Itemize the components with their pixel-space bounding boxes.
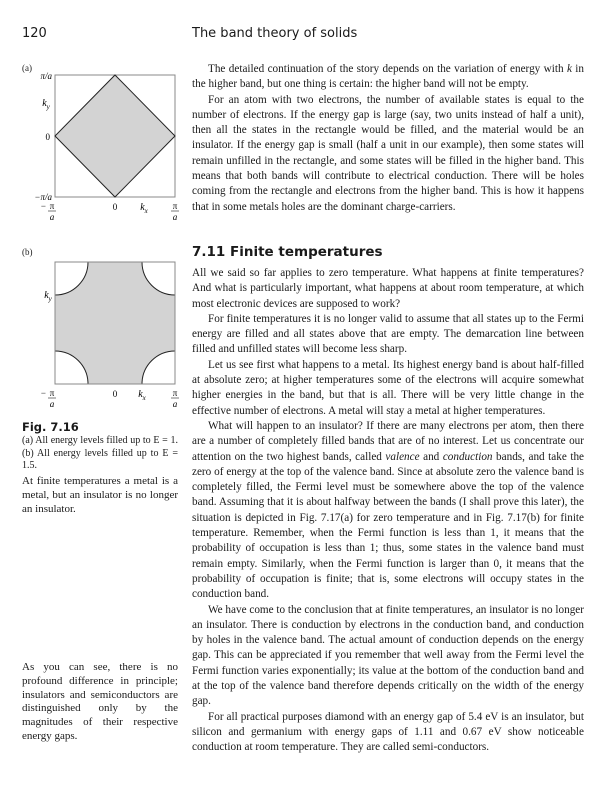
figure-title: Fig. 7.16 xyxy=(22,420,79,434)
figure-panel-a xyxy=(0,60,190,230)
paragraph: For finite temperatures it is no longer valid to assume that all states up to the Fermi energy are filled and all states above that are empty. The demarcation line between filled and unfilled states will become less sharp. xyxy=(192,312,584,356)
section-number: 7.11 xyxy=(192,244,226,260)
figure-caption: (a) All energy levels filled up to E = 1. (b) All energy levels filled up to E = 1.5. xyxy=(22,435,178,471)
svg-text:a: a xyxy=(172,212,178,222)
x-axis-label: $k_x$ xyxy=(140,202,148,215)
x-tick-left-num: π xyxy=(49,388,55,398)
section-title: Finite temperatures xyxy=(230,244,383,260)
page-number: 120 xyxy=(22,26,47,41)
x-tick-zero: 0 xyxy=(112,389,118,399)
svg-text:a: a xyxy=(172,399,178,409)
paragraph: The detailed continuation of the story depends on the variation of energy with k in the higher band, but one thing is certain: the higher band will not be empty. xyxy=(192,63,585,91)
paragraph: For an atom with two electrons, the number of available states is equal to the number of electrons. If the energy gap is large (say, two units instead of half a unit), then all the states in the rectangle would be filled, and the material would be an insulator. If the energy gap is small (half a unit in our example), then some states will remain unfilled in the rectangle, and some states will be filled in the higher band. This means that both bands will contribute to electrical conduction. There will be holes coming from the rectangle and electrons from the higher band. This is how it happens that in some metals holes are the dominant charge-carriers. xyxy=(192,93,584,213)
paragraph: What will happen to an insulator? If there are many electrons per atom, then there are a number of completely filled bands that are of no interest. Let us concentrate our attention on the two highest bands, called valence and conduction bands, and take the zero of energy at the top of the valence band. Since at absolute zero the valence band is completely filled, the Fermi level must be somewhere above the top of the valence band. Assuming that it is about halfway between the bands (I shall prove this later), the situation is depicted in Fig. 7.17(a) for zero temperature and in Fig. 7.17(b) for finite temperature. Remember, when the Fermi function is less than 1, it means that the probability of occupation is less than 1; thus, some states in the valence band must remain empty. Similarly, when the Fermi function is larger than 0, it means that the probability of occupation is finite; that is, some electrons will occupy states in the conduction band. xyxy=(192,419,585,601)
y-tick-bottom: −π/a xyxy=(34,192,52,202)
running-head: The band theory of solids xyxy=(192,26,358,41)
x-axis-label: $k_x$ xyxy=(138,389,146,402)
panel-b-label: (b) xyxy=(22,247,33,257)
x-tick-zero: 0 xyxy=(112,202,118,212)
margin-note: At finite temperatures a metal is a metal, but an insulator is no longer an insulator. xyxy=(22,475,178,515)
body-text-block xyxy=(192,266,584,756)
figure-panel-b xyxy=(0,250,190,420)
paragraph: We have come to the conclusion that at finite temperatures, an insulator is no longer an insulator. There is conduction by electrons in the conduction band, and conduction by holes in the valence band. The actual amount of conduction depends on the energy gap. This can be appreciated if you remember that well away from the Fermi level the Fermi function varies exponentially; its value at the bottom of the conduction band and at the top of the valence band therefore depends critically on the width of the energy gap. xyxy=(192,603,584,708)
y-axis-label: $k_y$ xyxy=(42,98,50,111)
svg-text:−: − xyxy=(40,201,46,211)
y-axis-label: $k_y$ xyxy=(44,290,52,303)
x-tick-right-num: π xyxy=(172,201,178,211)
svg-text:−: − xyxy=(40,388,46,398)
y-tick-top: π/a xyxy=(40,71,52,81)
paragraph: Let us see first what happens to a metal. Its highest energy band is about half-filled at absolute zero; at higher temperatures some of the electrons will acquire somewhat higher energies in the band, but that is all. There will be very little change in the effective number of electrons. A metal will stay a metal at higher temperatures. xyxy=(192,358,584,417)
x-tick-right-num: π xyxy=(172,388,178,398)
body-text-block xyxy=(192,62,584,215)
paragraph: For all practical purposes diamond with an energy gap of 5.4 eV is an insulator, but silicon and germanium with energy gaps of 1.11 and 0.67 eV show noticeable conduction at room temperature. They are called semi-conductors. xyxy=(192,710,584,754)
section-heading xyxy=(192,244,383,260)
y-tick-zero: 0 xyxy=(45,132,50,142)
svg-text:a: a xyxy=(49,212,55,222)
svg-text:a: a xyxy=(49,399,55,409)
paragraph: All we said so far applies to zero temperature. What happens at finite temperatures? And what is particularly important, what happens at about room temperature, at which most electronic devices are supposed to work? xyxy=(192,267,584,310)
panel-a-label: (a) xyxy=(22,63,32,73)
x-tick-left-num: π xyxy=(49,201,55,211)
margin-note: As you can see, there is no profound difference in principle; insulators and semiconductors are distinguished only by the magnitudes of their respective energy gaps. xyxy=(22,661,178,742)
